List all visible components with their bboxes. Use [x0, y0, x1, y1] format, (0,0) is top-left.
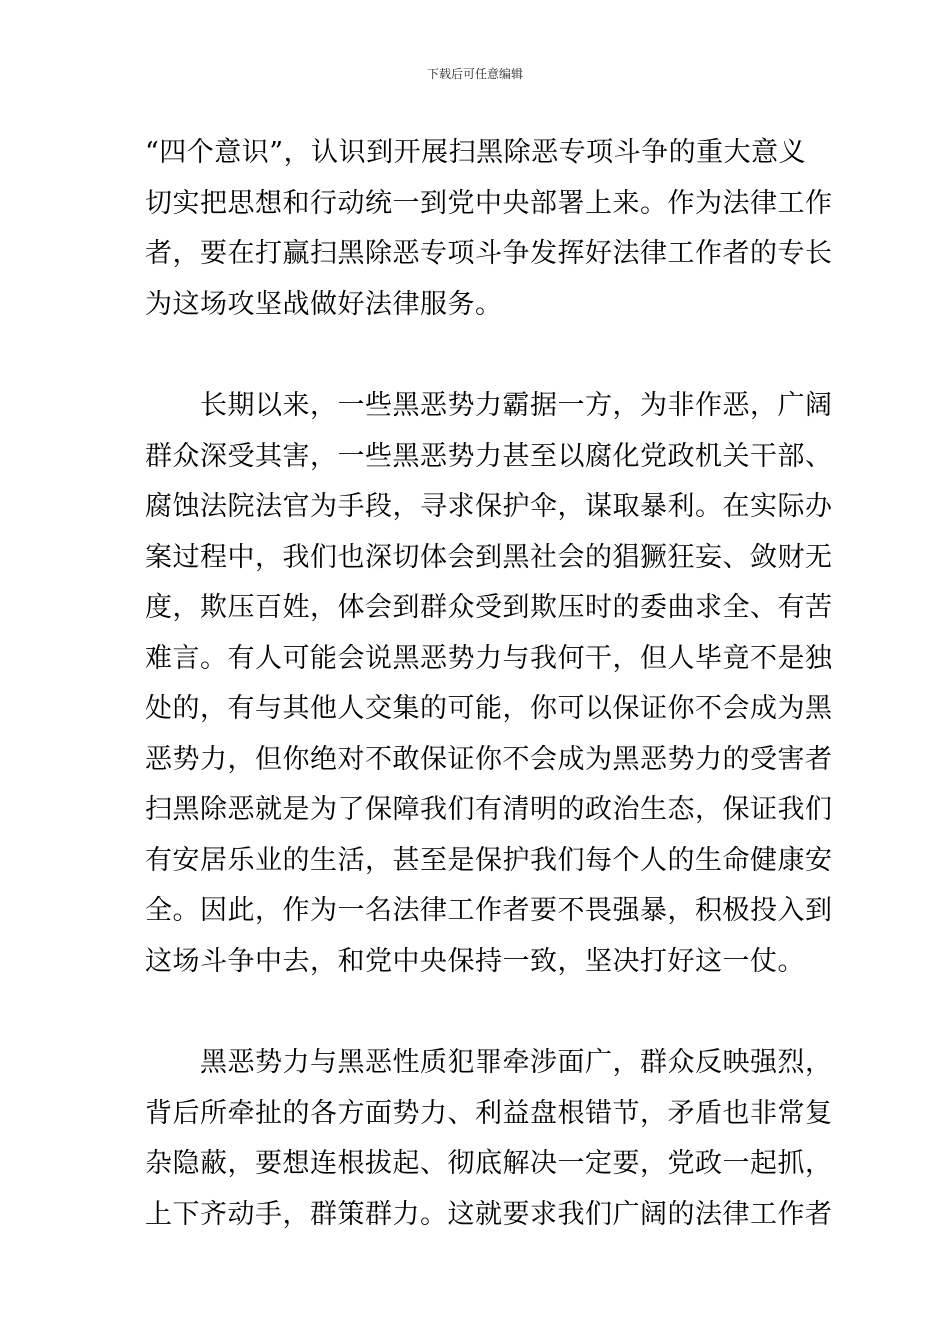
document-body: [145, 128, 833, 1240]
text-line: 案过程中，我们也深切体会到黑社会的猖獗狂妄、敛财无: [145, 541, 833, 573]
paragraph-3: [145, 1038, 833, 1240]
text-line: 背后所牵扯的各方面势力、利益盘根错节，矛盾也非常复: [145, 1097, 833, 1129]
text-line: “四个意识”，认识到开展扫黑除恶专项斗争的重大意义: [145, 137, 807, 168]
paragraph-spacer: [145, 330, 810, 381]
text-line: 者，要在打赢扫黑除恶专项斗争发挥好法律工作者的专长: [145, 238, 833, 269]
text-line: 恶势力，但你绝对不敢保证你不会成为黑恶势力的受害者: [145, 743, 833, 775]
paragraph-1: [145, 128, 833, 330]
text-line: 难言。有人可能会说黑恶势力与我何干，但人毕竟不是独: [145, 642, 833, 674]
text-line: 黑恶势力与黑恶性质犯罪牵涉面广，群众反映强烈，: [145, 1047, 833, 1078]
text-line: 腐蚀法院法官为手段，寻求保护伞，谋取暴利。在实际办: [145, 491, 833, 522]
text-line: 扫黑除恶就是为了保障我们有清明的政治生态，保证我们: [145, 794, 833, 825]
text-line: 这场斗争中去，和党中央保持一致，坚决打好这一仗。: [145, 945, 805, 977]
text-line: 杂隐蔽，要想连根拔起、彻底解决一定要，党政一起抓，: [145, 1148, 833, 1179]
page-header: 下载后可任意编辑: [426, 67, 523, 81]
text-line: 上下齐动手，群策群力。这就要求我们广阔的法律工作者: [145, 1198, 833, 1230]
text-line: 切实把思想和行动统一到党中央部署上来。作为法律工作: [145, 187, 833, 219]
text-line: 全。因此，作为一名法律工作者要不畏强暴，积极投入到: [145, 895, 833, 926]
paragraph-2: [145, 381, 833, 987]
paragraph-spacer: [145, 987, 810, 1038]
text-line: 处的，有与其他人交集的可能，你可以保证你不会成为黑: [145, 693, 833, 724]
text-line: 度，欺压百姓，体会到群众受到欺压时的委曲求全、有苦: [145, 592, 833, 623]
text-line: 有安居乐业的生活，甚至是保护我们每个人的生命健康安: [145, 844, 833, 876]
text-line: 为这场攻坚战做好法律服务。: [145, 288, 503, 320]
text-line: 群众深受其害，一些黑恶势力甚至以腐化党政机关干部、: [145, 440, 833, 472]
text-line: 长期以来，一些黑恶势力霸据一方，为非作恶，广阔: [145, 390, 833, 421]
